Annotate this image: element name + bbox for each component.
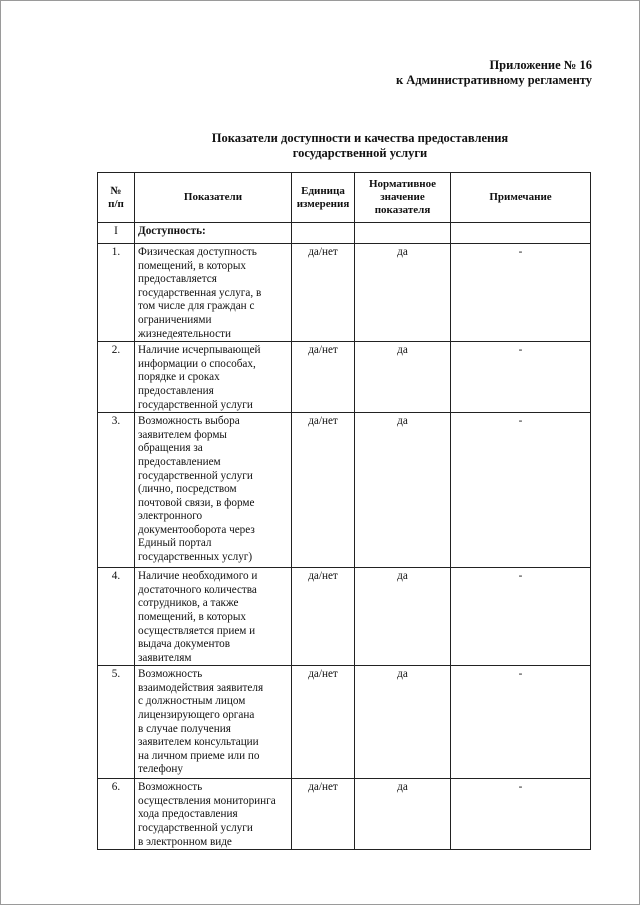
header-number-line-2: п/п	[108, 197, 124, 210]
section-number: I	[98, 223, 135, 244]
table-row	[98, 779, 591, 850]
indicator-line: предоставления	[138, 384, 214, 397]
row-indicator	[135, 568, 292, 666]
section-norm-cell	[355, 223, 451, 244]
indicator-line: государственных услуг)	[138, 551, 253, 564]
document-title	[120, 131, 600, 161]
header-number	[98, 173, 135, 223]
indicator-line: осуществления мониторинга	[138, 794, 276, 807]
indicator-line: том числе для граждан с	[138, 300, 255, 313]
header-number-line-1: №	[110, 184, 122, 197]
indicator-line: выдача документов	[138, 638, 231, 651]
indicator-line: хода предоставления	[138, 808, 238, 821]
header-unit	[292, 173, 355, 223]
section-row	[98, 223, 591, 244]
indicator-line: информации о способах,	[138, 357, 256, 370]
indicator-line: Наличие исчерпывающей	[138, 344, 261, 357]
indicator-line: заявителям	[138, 651, 192, 664]
row-unit: да/нет	[292, 244, 355, 342]
row-note: -	[451, 666, 591, 779]
header-indicator: Показатели	[135, 173, 292, 223]
indicator-line: помещений, в которых	[138, 610, 246, 623]
row-norm: да	[355, 779, 451, 850]
indicator-line: помещений, в которых	[138, 259, 246, 272]
indicator-line: в случае получения	[138, 722, 231, 735]
indicator-line: Физическая доступность	[138, 246, 257, 258]
appendix-header	[396, 58, 592, 88]
header-norm-line-3: показателя	[374, 204, 431, 216]
row-number: 3.	[98, 413, 135, 568]
row-norm: да	[355, 666, 451, 779]
indicator-line: (лично, посредством	[138, 483, 237, 496]
indicator-line: осуществляется прием и	[138, 624, 256, 637]
row-note: -	[451, 413, 591, 568]
row-indicator	[135, 342, 292, 413]
indicator-line: взаимодействия заявителя	[138, 681, 264, 694]
table-row	[98, 244, 591, 342]
indicators-table	[97, 172, 591, 850]
row-note: -	[451, 342, 591, 413]
indicator-line: лицензирующего органа	[138, 709, 255, 722]
row-unit: да/нет	[292, 666, 355, 779]
row-unit: да/нет	[292, 342, 355, 413]
table-row	[98, 666, 591, 779]
header-norm-line-1: Нормативное	[368, 178, 437, 190]
row-norm: да	[355, 244, 451, 342]
row-number: 1.	[98, 244, 135, 342]
indicator-line: жизнедеятельности	[138, 327, 231, 340]
row-indicator	[135, 244, 292, 342]
header-unit-line-1: Единица	[301, 184, 345, 197]
indicator-line: предоставлением	[138, 455, 221, 468]
indicator-line: заявителем формы	[138, 428, 227, 441]
table-row	[98, 342, 591, 413]
indicator-line: в электронном виде	[138, 835, 232, 848]
indicator-line: государственная услуга, в	[138, 286, 262, 299]
indicator-line: на личном приеме или по	[138, 749, 260, 762]
indicator-line: электронного	[138, 510, 203, 523]
indicator-line: обращения за	[138, 442, 203, 455]
indicator-line: Возможность	[138, 668, 203, 681]
table-row	[98, 413, 591, 568]
row-unit: да/нет	[292, 413, 355, 568]
indicator-line: государственной услуги	[138, 822, 253, 835]
row-indicator	[135, 413, 292, 568]
header-unit-line-2: измерения	[296, 197, 350, 210]
indicator-line: предоставляется	[138, 273, 217, 286]
row-note: -	[451, 779, 591, 850]
indicator-line: телефону	[138, 763, 183, 776]
indicator-line: Наличие необходимого и	[138, 570, 258, 583]
row-number: 4.	[98, 568, 135, 666]
indicator-line: почтовой связи, в форме	[138, 496, 255, 509]
row-unit: да/нет	[292, 779, 355, 850]
indicator-line: с должностным лицом	[138, 695, 246, 708]
table-header-row	[98, 173, 591, 223]
indicator-line: государственной услуги	[138, 469, 253, 482]
indicator-line: заявителем консультации	[138, 736, 259, 749]
table-row	[98, 568, 591, 666]
row-unit: да/нет	[292, 568, 355, 666]
row-norm: да	[355, 568, 451, 666]
appendix-reference: к Административному регламенту	[395, 73, 592, 87]
section-unit-cell	[292, 223, 355, 244]
header-note: Примечание	[451, 173, 591, 223]
row-indicator	[135, 666, 292, 779]
title-line-2: государственной услуги	[292, 146, 428, 160]
row-number: 2.	[98, 342, 135, 413]
row-number: 6.	[98, 779, 135, 850]
header-norm	[355, 173, 451, 223]
row-indicator	[135, 779, 292, 850]
indicator-line: документооборота через	[138, 523, 255, 536]
section-label: Доступность:	[135, 223, 292, 244]
row-norm: да	[355, 413, 451, 568]
row-number: 5.	[98, 666, 135, 779]
header-norm-line-2: значение	[380, 191, 425, 203]
title-line-1: Показатели доступности и качества предоставления	[211, 131, 509, 145]
indicator-line: достаточного количества	[138, 583, 257, 596]
row-norm: да	[355, 342, 451, 413]
indicator-line: Возможность выбора	[138, 415, 240, 428]
indicator-line: Единый портал	[138, 537, 212, 550]
row-note: -	[451, 244, 591, 342]
indicator-line: сотрудников, а также	[138, 597, 239, 610]
row-note: -	[451, 568, 591, 666]
indicator-line: ограничениями	[138, 313, 212, 326]
indicator-line: Возможность	[138, 781, 203, 794]
appendix-number: Приложение № 16	[489, 58, 592, 72]
section-note-cell	[451, 223, 591, 244]
indicator-line: порядке и сроках	[138, 371, 220, 384]
indicator-line: государственной услуги	[138, 398, 253, 411]
